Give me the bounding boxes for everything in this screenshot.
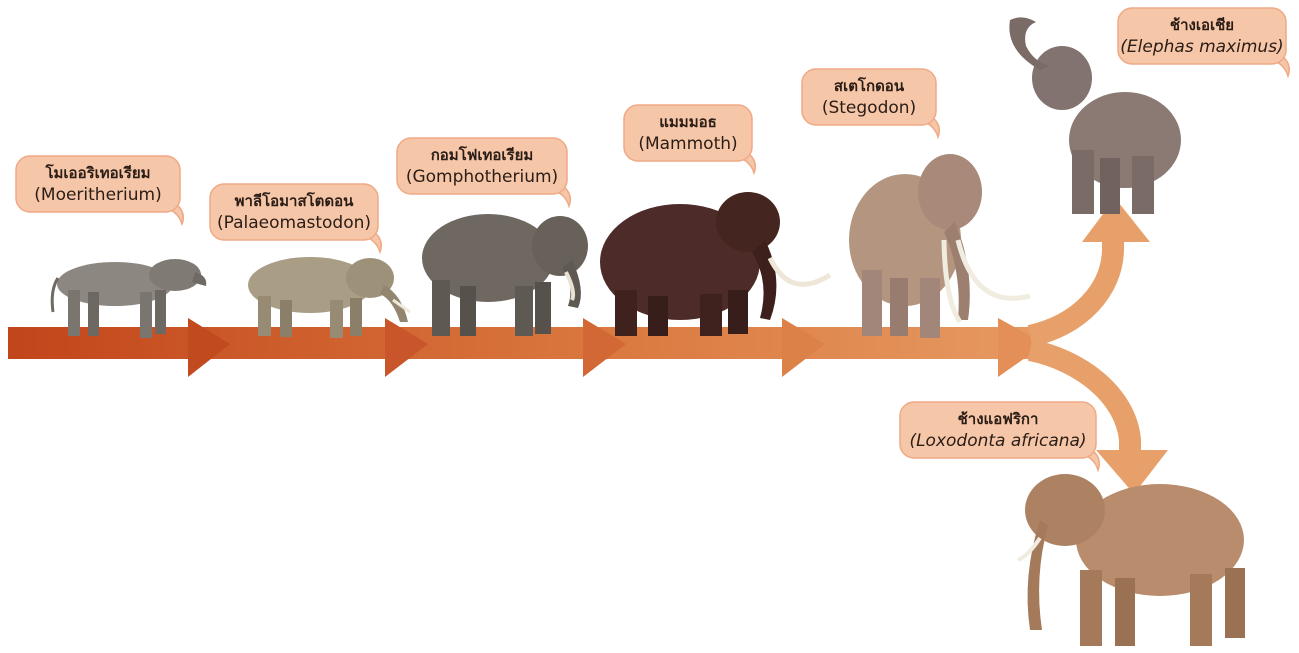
african-elephant-scientific-name: (Loxodonta africana) [909, 431, 1087, 451]
arrow-chevron-2 [385, 318, 428, 377]
asian-elephant-scientific-name: (Elephas maximus) [1120, 37, 1284, 57]
stegodon-label-bubble [802, 69, 939, 137]
palaeomastodon-thai-name: พาลีโอมาสโตดอน [234, 192, 354, 210]
african-elephant-label-bubble [900, 402, 1099, 470]
african-elephant-thai-name: ช้างแอฟริกา [957, 410, 1039, 428]
asian-elephant-thai-name: ช้างเอเชีย [1169, 16, 1235, 34]
mammoth-thai-name: แมมมอธ [659, 113, 717, 131]
stegodon-illustration [849, 154, 1030, 338]
moeritherium-thai-name: โมเออริเทอเรียม [45, 164, 151, 182]
gomphotherium-scientific-name: (Gomphotherium) [405, 167, 559, 187]
gomphotherium-label-bubble [397, 138, 570, 206]
asian-elephant-label-bubble [1118, 8, 1289, 76]
stegodon-thai-name: สเตโกดอน [833, 77, 905, 95]
moeritherium-illustration [52, 259, 206, 338]
mammoth-label-bubble [624, 105, 755, 173]
palaeomastodon-scientific-name: (Palaeomastodon) [216, 213, 372, 233]
moeritherium-scientific-name: (Moeritherium) [34, 185, 162, 205]
moeritherium-label-bubble [16, 156, 183, 224]
gomphotherium-illustration [422, 214, 588, 336]
arrow-chevron-1 [188, 318, 230, 377]
arrow-chevron-4 [782, 318, 825, 377]
stegodon-scientific-name: (Stegodon) [821, 98, 917, 118]
branch-up-arrow [1030, 198, 1150, 336]
gomphotherium-thai-name: กอมโฟเทอเรียม [430, 146, 534, 164]
mammoth-scientific-name: (Mammoth) [638, 134, 738, 154]
mammoth-illustration [600, 192, 830, 336]
african-elephant-illustration [1018, 474, 1245, 646]
palaeomastodon-label-bubble [210, 184, 381, 252]
